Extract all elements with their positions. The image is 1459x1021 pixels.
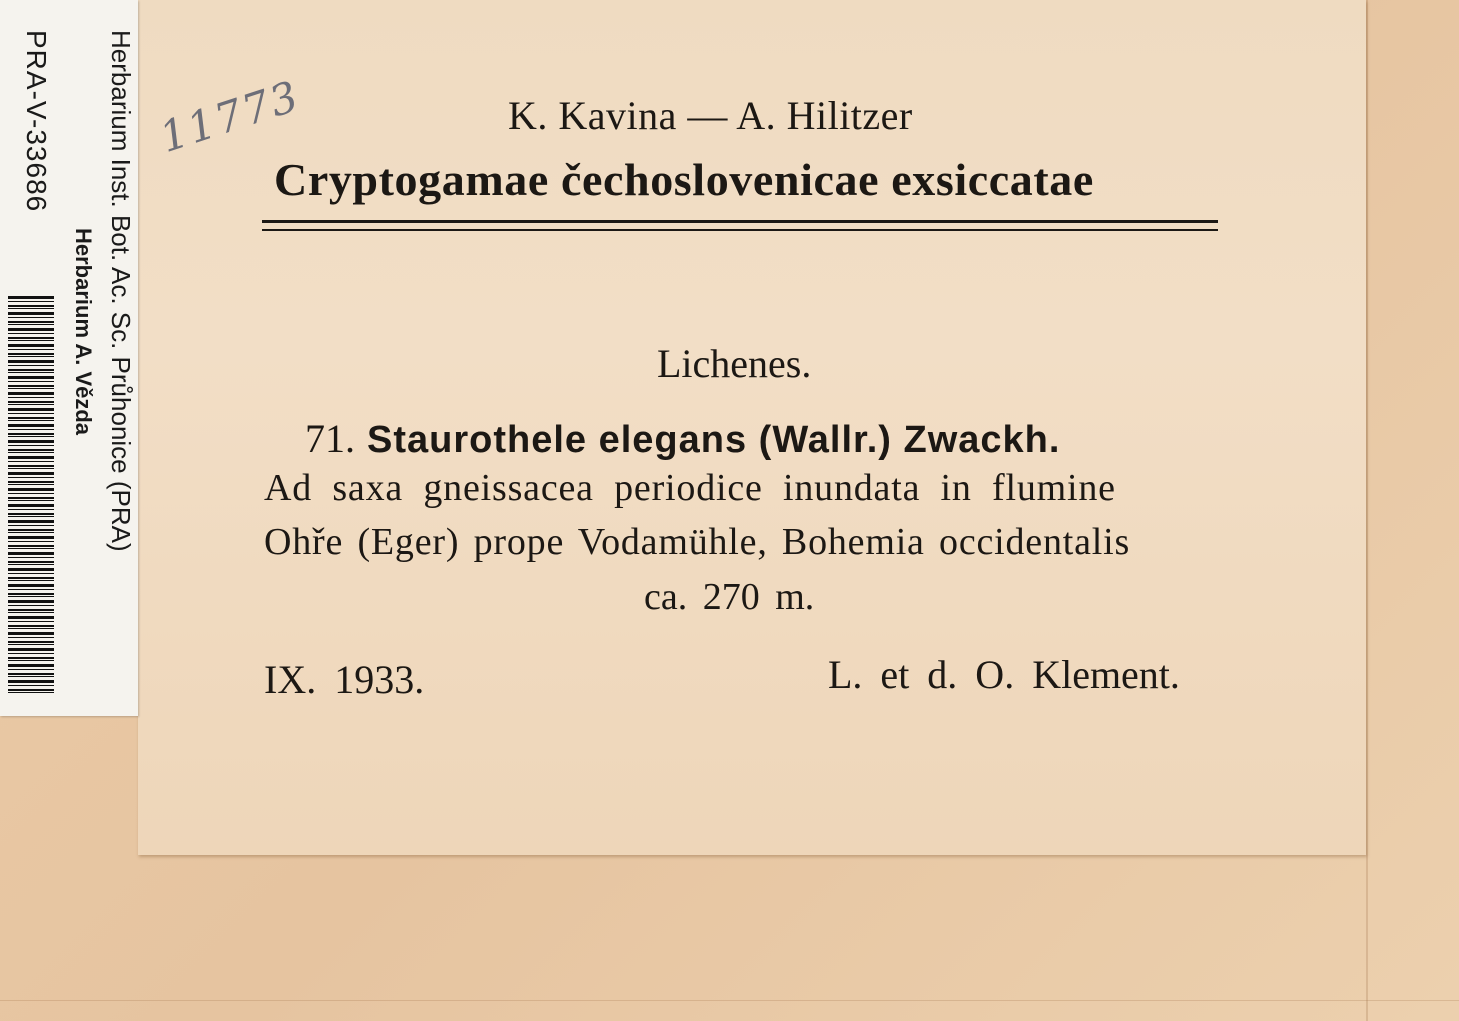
locality-line: Ohře (Eger) prope Vodamühle, Bohemia occidentalis <box>264 521 1131 563</box>
envelope-fold <box>1366 0 1368 1021</box>
title-rule <box>262 220 1218 223</box>
species-name: Staurothele elegans (Wallr.) Zwackh. <box>367 419 1061 461</box>
altitude: ca. 270 m. <box>644 576 815 618</box>
title-rule <box>262 229 1218 231</box>
series-title: Cryptogamae čechoslovenicae exsiccatae <box>274 154 1094 205</box>
locality-line: Ad saxa gneissacea periodice inundata in flumine <box>264 467 1116 509</box>
collection-name: Herbarium A. Vězda <box>71 228 96 436</box>
exsiccata-number: 71. <box>305 416 355 461</box>
specimen-id: PRA-V-33686 <box>21 30 52 213</box>
collector: L. et d. O. Klement. <box>828 652 1180 697</box>
authors: K. Kavina — A. Hilitzer <box>508 93 913 138</box>
envelope-fold <box>0 1000 1459 1001</box>
species-line <box>305 415 1060 462</box>
herbarium-sticker <box>0 0 138 716</box>
collection-date: IX. 1933. <box>264 657 425 702</box>
institution-name: Herbarium Inst. Bot. Ac. Sc. Průhonice (PRA) <box>106 30 136 552</box>
taxon-group: Lichenes. <box>657 341 812 386</box>
barcode <box>8 296 54 694</box>
handwritten-number: 11773 <box>153 71 306 162</box>
